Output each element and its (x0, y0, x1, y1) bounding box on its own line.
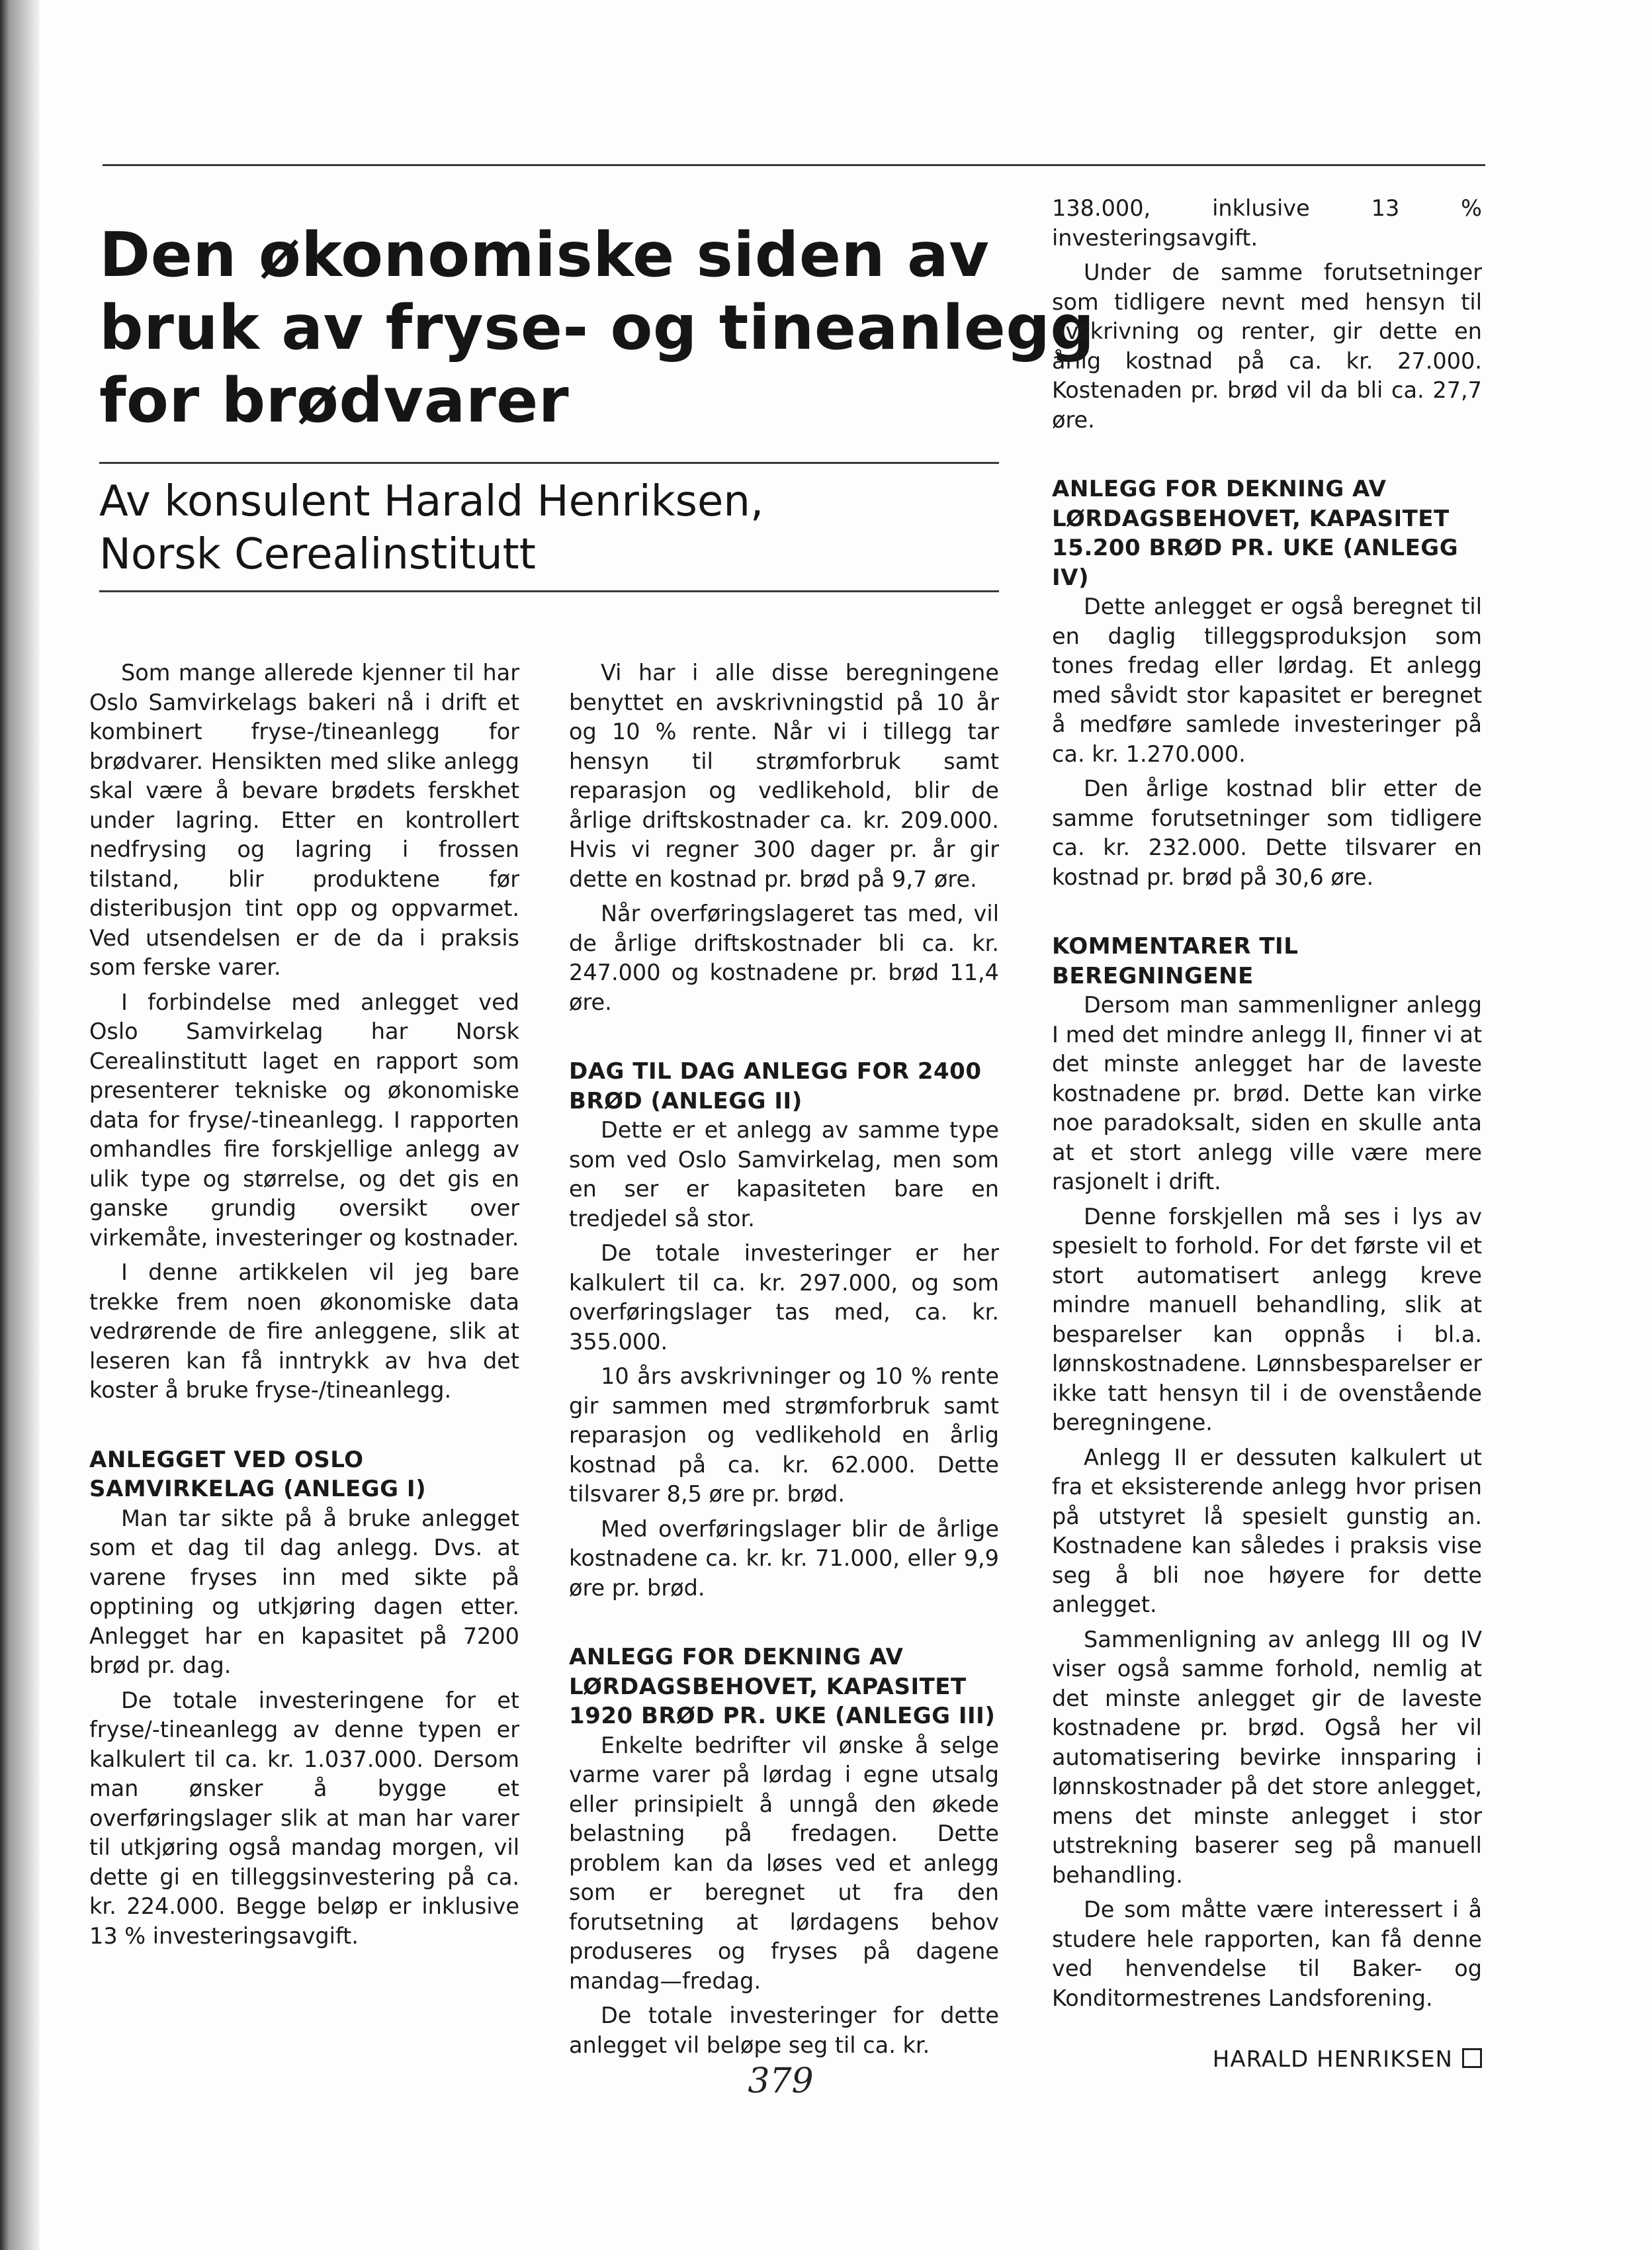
page-number: 379 (748, 2061, 814, 2101)
paragraph: De totale investeringene for et fryse/-tineanlegg av denne typen er kalkulert til ca. kr. 1.037.000. Dersom man ønsker å bygge et overføringslager slik at man har varer til utkjøring også mandag morgen, vil dette gi en tilleggsinvestering på ca. kr. 224.000. Begge beløp er inklusive 13 % investeringsavgift. (89, 1687, 519, 1949)
paragraph: Dersom man sammenligner anlegg I med det mindre anlegg II, finner vi at det minste anlegget har de laveste kostnadene pr. brød. Dette kan virke noe paradoksalt, siden en skulle anta at et stort anlegg ville være mere rasjonelt i drift. (1052, 992, 1482, 1194)
section-heading: DAG TIL DAG ANLEGG FOR 2400 BRØD (ANLEGG II) (569, 1058, 982, 1114)
byline-institution: Norsk Cerealinstitutt (99, 530, 536, 579)
paragraph: Dette er et anlegg av samme type som ved Oslo Samvirkelag, men som en ser er kapasiteten bare en tredjedel så stor. (569, 1117, 999, 1232)
column-3 (1052, 194, 1482, 2075)
author-signature (1052, 2045, 1482, 2075)
byline-divider (99, 590, 999, 592)
column-2 (569, 658, 999, 2065)
paragraph: I forbindelse med anlegget ved Oslo Samvirkelag har Norsk Cerealinstitutt laget en rapport som presenterer tekniske og økonomiske data for fryse/-tineanlegg. I rapporten omhandles fire forskjellige anlegg av ulik type og størrelse, og det gis en ganske grundig oversikt over virkemåte, investeringer og kostnader. (89, 989, 519, 1251)
section-heading: ANLEGG FOR DEKNING AV LØRDAGSBEHOVET, KAPASITET 1920 BRØD PR. UKE (ANLEGG III) (569, 1644, 996, 1729)
paragraph: Anlegg II er dessuten kalkulert ut fra et eksisterende anlegg hvor prisen på utstyret lå spesielt gunstig an. Kostnadene kan således i praksis vise seg å bli noe høyere for dette anlegget. (1052, 1444, 1482, 1617)
end-mark-icon (1462, 2048, 1482, 2068)
paragraph: Man tar sikte på å bruke anlegget som et dag til dag anlegg. Dvs. at varene fryses inn med sikte på opptining og utkjøring dagen etter. Anlegget har en kapasitet på 7200 brød pr. dag. (89, 1505, 519, 1678)
paragraph: 138.000, inklusive 13 % investeringsavgift. (1052, 195, 1482, 251)
paragraph: Med overføringslager blir de årlige kostnadene ca. kr. kr. 71.000, eller 9,9 øre pr. brød. (569, 1515, 999, 1601)
top-rule (103, 164, 1485, 166)
paragraph: Sammenligning av anlegg III og IV viser også samme forhold, nemlig at det minste anlegget gir de laveste kostnadene pr. brød. Også her vil automatisering bevirke innsparing i lønnskostnader på det store anlegget, mens det minste anlegget i stor utstrekning baserer seg på manuell behandling. (1052, 1626, 1482, 1888)
paragraph: Når overføringslageret tas med, vil de årlige driftskostnader bli ca. kr. 247.000 og kostnadene pr. brød 11,4 øre. (569, 901, 999, 1015)
article-title (99, 218, 1095, 437)
title-divider (99, 462, 999, 464)
byline (99, 475, 1025, 581)
signature-name: HARALD HENRIKSEN (1212, 2046, 1453, 2073)
paragraph: Som mange allerede kjenner til har Oslo Samvirkelags bakeri nå i drift et kombinert fryse-/tineanlegg for brødvarer. Hensikten med slike anlegg skal være å bevare brødets ferskhet under lagring. Etter en kontrollert nedfrysing og lagring i frossen tilstand, blir produktene før disteribusjon tint opp og oppvarmet. Ved utsendelsen er de da i praksis som ferske varer. (89, 660, 519, 980)
paragraph: Enkelte bedrifter vil ønske å selge varme varer på lørdag i egne utsalg eller prinsipielt å unngå den økede belastning på fredagen. Dette problem kan da løses ved et anlegg som er beregnet ut fra den forutsetning at lørdagens behov produseres og fryses på dagene mandag—fredag. (569, 1732, 999, 1994)
paragraph: Den årlige kostnad blir etter de samme forutsetninger som tidligere ca. kr. 232.000. Dette tilsvarer en kostnad pr. brød på 30,6 øre. (1052, 776, 1482, 890)
paragraph: Under de samme forutsetninger som tidligere nevnt med hensyn til avskrivning og renter, gir dette en årlig kostnad på ca. kr. 27.000. Kostenaden pr. brød vil da bli ca. 27,7 øre. (1052, 259, 1482, 433)
paragraph: I denne artikkelen vil jeg bare trekke frem noen økonomiske data vedrørende de fire anleggene, slik at leseren kan få inntrykk av hva det koster å bruke fryse-/tineanlegg. (89, 1259, 519, 1403)
title-line-2: bruk av fryse- og tineanlegg (99, 292, 1095, 363)
byline-author: Av konsulent Harald Henriksen, (99, 477, 764, 526)
title-line-3: for brødvarer (99, 365, 570, 436)
paragraph: Vi har i alle disse beregningene benyttet en avskrivningstid på 10 år og 10 % rente. Når vi i tillegg tar hensyn til strømforbruk samt reparasjon og vedlikehold, blir de årlige driftskostnader ca. kr. 209.000. Hvis vi regner 300 dager pr. år gir dette en kostnad pr. brød på 9,7 øre. (569, 660, 999, 892)
title-line-1: Den økonomiske siden av (99, 219, 990, 291)
paragraph: Denne forskjellen må ses i lys av spesielt to forhold. For det første vil et stort automatisert anlegg kreve mindre manuell behandling, slik at besparelser kan oppnås i bl.a. lønnskostnadene. Lønnsbesparelser er ikke tatt hensyn til i de ovenstående beregningene. (1052, 1203, 1482, 1435)
column-1 (89, 658, 519, 1956)
binding-shadow (0, 0, 40, 2250)
paragraph: De totale investeringer er her kalkulert til ca. kr. 297.000, og som overføringslager tas med, ca. kr. 355.000. (569, 1240, 999, 1355)
paragraph: 10 års avskrivninger og 10 % rente gir sammen med strømforbruk samt reparasjon og vedlikehold en årlig kostnad på ca. kr. 62.000. Dette tilsvarer 8,5 øre pr. brød. (569, 1363, 999, 1507)
paragraph: Dette anlegget er også beregnet til en daglig tilleggsproduksjon som tones fredag eller lørdag. Et anlegg med såvidt stor kapasitet er beregnet å medføre samlede investeringer på ca. kr. 1.270.000. (1052, 594, 1482, 767)
paragraph: De som måtte være interessert i å studere hele rapporten, kan få denne ved henvendelse til Baker- og Konditormestrenes Landsforening. (1052, 1897, 1482, 2011)
section-heading: ANLEGGET VED OSLO SAMVIRKELAG (ANLEGG I) (89, 1446, 427, 1502)
section-heading: ANLEGG FOR DEKNING AV LØRDAGSBEHOVET, KAPASITET 15.200 BRØD PR. UKE (ANLEGG IV) (1052, 476, 1459, 591)
section-heading: KOMMENTARER TIL BEREGNINGENE (1052, 933, 1299, 989)
paragraph: De totale investeringer for dette anlegget vil beløpe seg til ca. kr. (569, 2002, 999, 2058)
